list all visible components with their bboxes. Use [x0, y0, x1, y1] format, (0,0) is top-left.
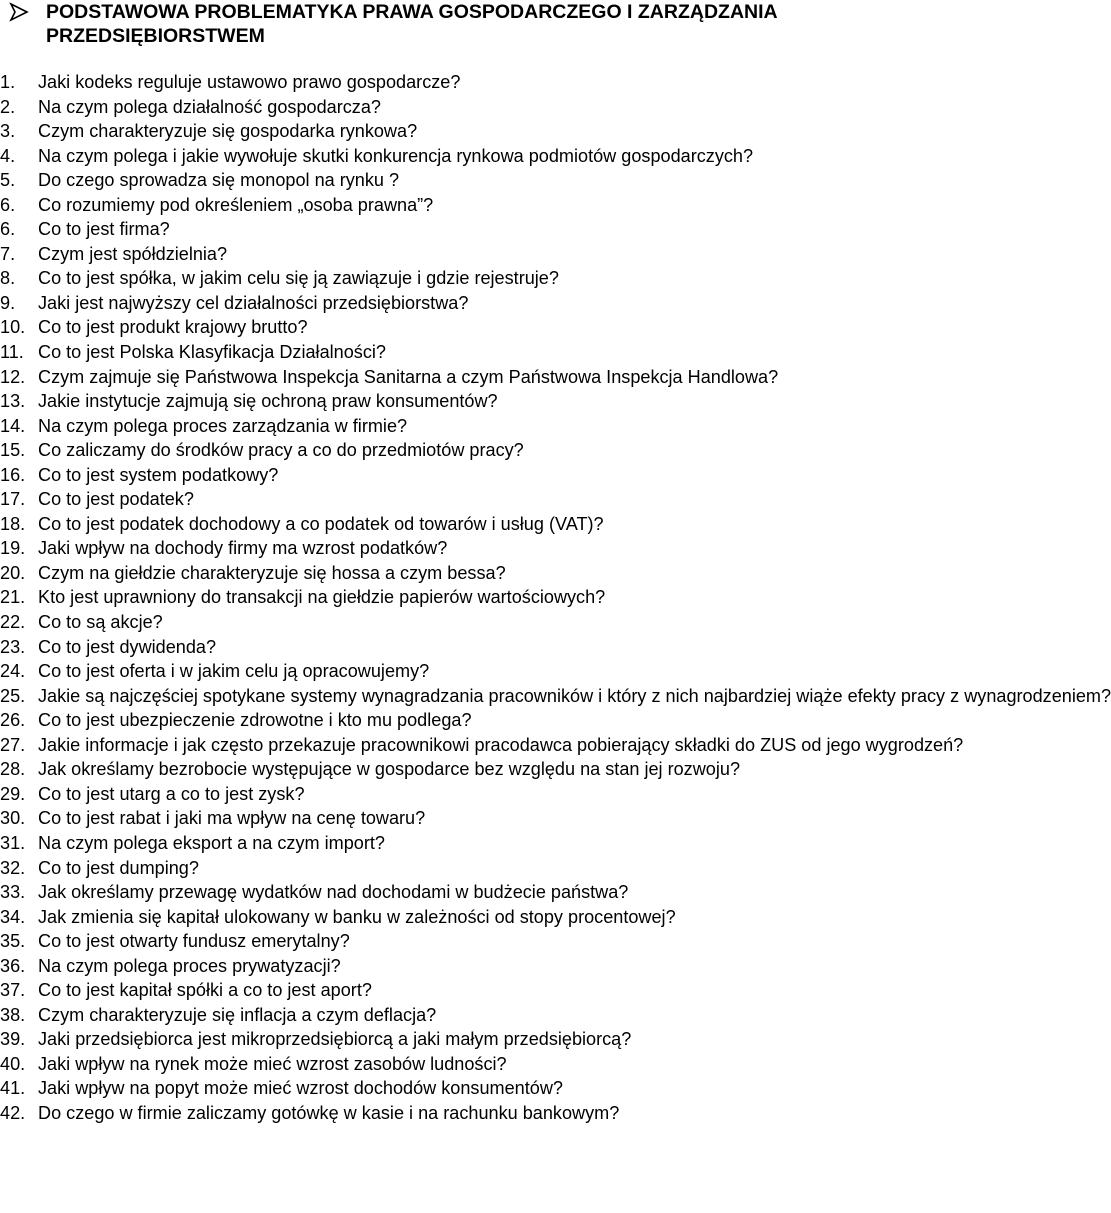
item-text: Co to jest oferta i w jakim celu ją opracowujemy?: [38, 661, 430, 682]
item-number: 26.: [0, 710, 26, 731]
list-item: [0, 70, 960, 95]
item-number: 12.: [0, 366, 26, 387]
item-text: Co to jest firma?: [38, 219, 170, 240]
list-item: [0, 684, 1111, 709]
item-text: Co to jest podatek?: [38, 489, 194, 510]
list-item: [0, 389, 960, 414]
heading-line-2: PRZEDSIĘBIORSTWEM: [46, 25, 265, 47]
item-text: Co to jest system podatkowy?: [38, 464, 279, 485]
item-number: 6.: [0, 219, 16, 240]
item-text: Jaki wpływ na rynek może mieć wzrost zasobów ludności?: [38, 1053, 507, 1074]
item-text: Czym na giełdzie charakteryzuje się hossa a czym bessa?: [38, 562, 506, 583]
item-number: 15.: [0, 440, 26, 461]
item-text: Czym charakteryzuje się inflacja a czym deflacja?: [38, 1004, 437, 1025]
list-item: [0, 806, 960, 831]
item-number: 20.: [0, 562, 26, 583]
list-item: [0, 831, 960, 856]
list-item: [0, 438, 960, 463]
item-text: Do czego sprowadza się monopol na rynku ?: [38, 170, 400, 191]
item-number: 16.: [0, 464, 26, 485]
item-text: Na czym polega proces prywatyzacji?: [38, 955, 341, 976]
list-item: [0, 119, 960, 144]
list-item: [0, 414, 960, 439]
item-text: Co to jest ubezpieczenie zdrowotne i kto mu podlega?: [38, 710, 472, 731]
item-text: Jak określamy bezrobocie występujące w gospodarce bez względu na stan jej rozwoju?: [38, 759, 741, 780]
item-number: 24.: [0, 661, 26, 682]
section-heading: [46, 0, 946, 48]
item-number: 32.: [0, 857, 26, 878]
item-text: Jaki wpływ na dochody firmy ma wzrost podatków?: [38, 538, 448, 559]
list-item: [0, 242, 960, 267]
item-number: 2.: [0, 96, 16, 117]
list-item: [0, 512, 960, 537]
item-text: Do czego w firmie zaliczamy gotówkę w kasie i na rachunku bankowym?: [38, 1102, 620, 1123]
item-text: Jaki przedsiębiorca jest mikroprzedsiębiorcą a jaki małym przedsiębiorcą?: [38, 1029, 632, 1050]
item-text: Czym charakteryzuje się gospodarka rynkowa?: [38, 121, 418, 142]
item-text: Co rozumiemy pod określeniem „osoba prawna”?: [38, 194, 434, 215]
item-text: Co to jest kapitał spółki a co to jest aport?: [38, 980, 372, 1001]
item-number: 5.: [0, 170, 16, 191]
list-item: [0, 1003, 960, 1028]
item-number: 34.: [0, 906, 26, 927]
item-text: Jak określamy przewagę wydatków nad dochodami w budżecie państwa?: [38, 882, 629, 903]
list-item: [0, 610, 960, 635]
list-item: [0, 659, 960, 684]
item-text: Co to jest Polska Klasyfikacja Działalności?: [38, 342, 386, 363]
item-text: Co to jest dywidenda?: [38, 636, 217, 657]
list-item: [0, 217, 960, 242]
list-item: [0, 463, 960, 488]
item-number: 29.: [0, 783, 26, 804]
item-text: Na czym polega proces zarządzania w firmie?: [38, 415, 408, 436]
list-item: [0, 1076, 960, 1101]
list-item: [0, 880, 960, 905]
item-number: 28.: [0, 759, 26, 780]
item-number: 1.: [0, 72, 16, 92]
item-text: Co to jest podatek dochodowy a co podatek od towarów i usług (VAT)?: [38, 513, 604, 534]
list-item: [0, 365, 960, 390]
item-number: 8.: [0, 268, 16, 289]
list-item: [0, 1027, 960, 1052]
item-number: 6.: [0, 194, 16, 215]
question-list: [0, 70, 1111, 1126]
list-item: [0, 168, 960, 193]
item-text: Jakie są najczęściej spotykane systemy wynagradzania pracowników i który z nich najbardziej wiąże efekty pracy z wynagrodzeniem?: [38, 685, 1111, 706]
list-item: [0, 95, 960, 120]
list-item: [0, 340, 960, 365]
item-text: Na czym polega działalność gospodarcza?: [38, 96, 381, 117]
list-item: [0, 905, 960, 930]
item-number: 40.: [0, 1053, 26, 1074]
list-item: [0, 856, 960, 881]
item-text: Na czym polega eksport a na czym import?: [38, 832, 385, 853]
item-text: Co to są akcje?: [38, 612, 163, 633]
item-number: 17.: [0, 489, 26, 510]
item-number: 18.: [0, 513, 26, 534]
item-text: Czym zajmuje się Państwowa Inspekcja Sanitarna a czym Państwowa Inspekcja Handlowa?: [38, 366, 779, 387]
item-text: Co to jest spółka, w jakim celu się ją zawiązuje i gdzie rejestruje?: [38, 268, 559, 289]
list-item: [0, 315, 960, 340]
item-number: 39.: [0, 1029, 26, 1050]
item-text: Jaki wpływ na popyt może mieć wzrost dochodów konsumentów?: [38, 1078, 563, 1099]
item-text: Jakie instytucje zajmują się ochroną praw konsumentów?: [38, 391, 498, 412]
item-text: Co zaliczamy do środków pracy a co do przedmiotów pracy?: [38, 440, 524, 461]
item-text: Kto jest uprawniony do transakcji na giełdzie papierów wartościowych?: [38, 587, 606, 608]
item-number: 42.: [0, 1102, 26, 1123]
item-number: 9.: [0, 292, 16, 313]
item-number: 27.: [0, 734, 26, 755]
item-text: Co to jest dumping?: [38, 857, 199, 878]
list-item: [0, 635, 960, 660]
list-item: [0, 585, 960, 610]
list-item: [0, 536, 960, 561]
list-item: [0, 954, 960, 979]
item-number: 11.: [0, 342, 24, 363]
item-text: Co to jest produkt krajowy brutto?: [38, 317, 308, 338]
item-text: Na czym polega i jakie wywołuje skutki konkurencja rynkowa podmiotów gospodarczych?: [38, 145, 754, 166]
list-item: [0, 193, 960, 218]
item-text: Co to jest rabat i jaki ma wpływ na cenę towaru?: [38, 808, 426, 829]
list-item: [0, 757, 960, 782]
item-text: Jaki kodeks reguluje ustawowo prawo gospodarcze?: [38, 72, 461, 92]
item-text: Co to jest utarg a co to jest zysk?: [38, 783, 305, 804]
heading-line-1: PODSTAWOWA PROBLEMATYKA PRAWA GOSPODARCZEGO I ZARZĄDZANIA: [46, 1, 778, 23]
item-number: 10.: [0, 317, 26, 338]
item-text: Czym jest spółdzielnia?: [38, 243, 228, 264]
item-number: 41.: [0, 1078, 26, 1099]
item-number: 7.: [0, 243, 16, 264]
item-number: 35.: [0, 931, 26, 952]
list-item: [0, 1101, 960, 1126]
item-number: 37.: [0, 980, 26, 1001]
item-number: 22.: [0, 612, 26, 633]
list-item: [0, 978, 960, 1003]
item-text: Jak zmienia się kapitał ulokowany w banku w zależności od stopy procentowej?: [38, 906, 676, 927]
arrow-bullet-icon: [8, 2, 30, 22]
item-number: 4.: [0, 145, 16, 166]
item-number: 30.: [0, 808, 26, 829]
list-item: [0, 487, 960, 512]
list-item: [0, 782, 960, 807]
list-item: [0, 291, 960, 316]
item-number: 23.: [0, 636, 26, 657]
list-item: [0, 708, 960, 733]
item-number: 13.: [0, 391, 26, 412]
list-item: [0, 144, 960, 169]
item-text: Co to jest otwarty fundusz emerytalny?: [38, 931, 350, 952]
item-number: 25.: [0, 685, 26, 706]
item-number: 19.: [0, 538, 26, 559]
list-item: [0, 733, 964, 758]
item-number: 33.: [0, 882, 26, 903]
list-item: [0, 266, 960, 291]
item-number: 36.: [0, 955, 26, 976]
item-number: 14.: [0, 415, 26, 436]
list-item: [0, 929, 960, 954]
item-number: 21.: [0, 587, 26, 608]
item-number: 3.: [0, 121, 16, 142]
item-number: 31.: [0, 832, 26, 853]
item-number: 38.: [0, 1004, 26, 1025]
item-text: Jaki jest najwyższy cel działalności przedsiębiorstwa?: [38, 292, 469, 313]
list-item: [0, 561, 960, 586]
list-item: [0, 1052, 960, 1077]
item-text: Jakie informacje i jak często przekazuje pracownikowi pracodawca pobierający składki do ZUS od jego wygrodzeń?: [38, 734, 964, 755]
